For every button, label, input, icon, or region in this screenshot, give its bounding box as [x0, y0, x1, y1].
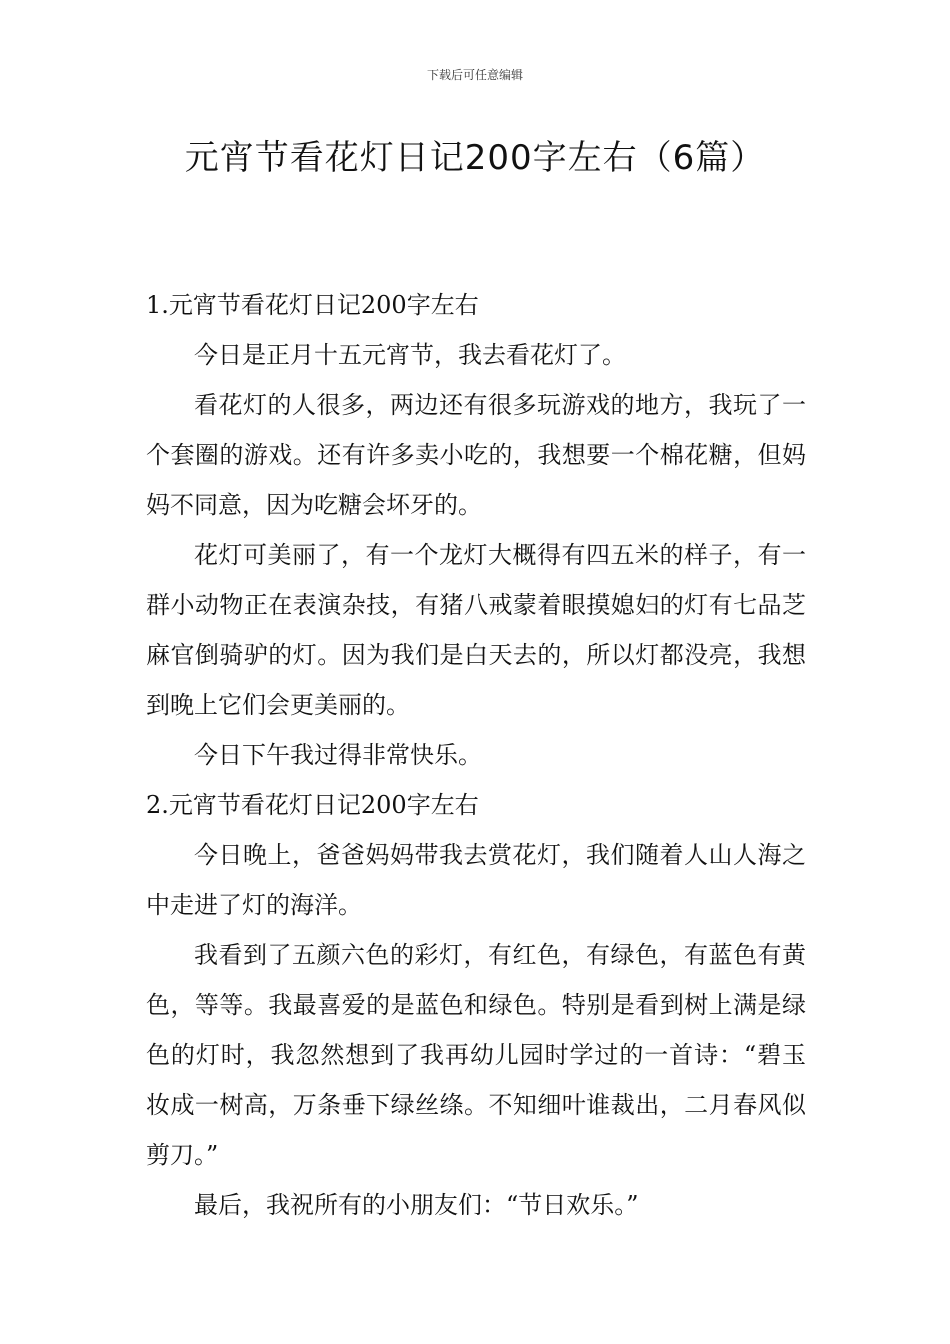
section-2-paragraph-2: 我看到了五颜六色的彩灯，有红色，有绿色，有蓝色有黄色，等等。我最喜爱的是蓝色和绿色。特别是看到树上满是绿色的灯时，我忽然想到了我再幼儿园时学过的一首诗：“碧玉妆成一树高，万条垂下绿丝绦。不知细叶谁裁出，二月春风似剪刀。” [146, 941, 806, 1169]
document-title: 元宵节看花灯日记200字左右（6篇） [184, 138, 766, 178]
section-2-paragraph-3: 最后，我祝所有的小朋友们：“节日欢乐。” [194, 1191, 639, 1219]
section-2-heading: 2.元宵节看花灯日记200字左右 [146, 791, 479, 819]
section-1-paragraph-2: 看花灯的人很多，两边还有很多玩游戏的地方，我玩了一个套圈的游戏。还有许多卖小吃的，我想要一个棉花糖，但妈妈不同意，因为吃糖会坏牙的。 [146, 391, 806, 519]
section-1-heading: 1.元宵节看花灯日记200字左右 [146, 291, 479, 319]
section-1-paragraph-3: 花灯可美丽了，有一个龙灯大概得有四五米的样子，有一群小动物正在表演杂技，有猪八戒蒙着眼摸媳妇的灯有七品芝麻官倒骑驴的灯。因为我们是白天去的，所以灯都没亮，我想到晚上它们会更美丽的。 [146, 541, 806, 719]
document-body [146, 280, 806, 1230]
section-1 [146, 280, 806, 780]
page-header-note: 下载后可任意编辑 [426, 68, 523, 82]
section-2 [146, 780, 806, 1230]
section-2-paragraph-1: 今日晚上，爸爸妈妈带我去赏花灯，我们随着人山人海之中走进了灯的海洋。 [146, 841, 806, 919]
section-1-paragraph-1: 今日是正月十五元宵节，我去看花灯了。 [194, 341, 626, 369]
section-1-paragraph-4: 今日下午我过得非常快乐。 [194, 741, 482, 769]
